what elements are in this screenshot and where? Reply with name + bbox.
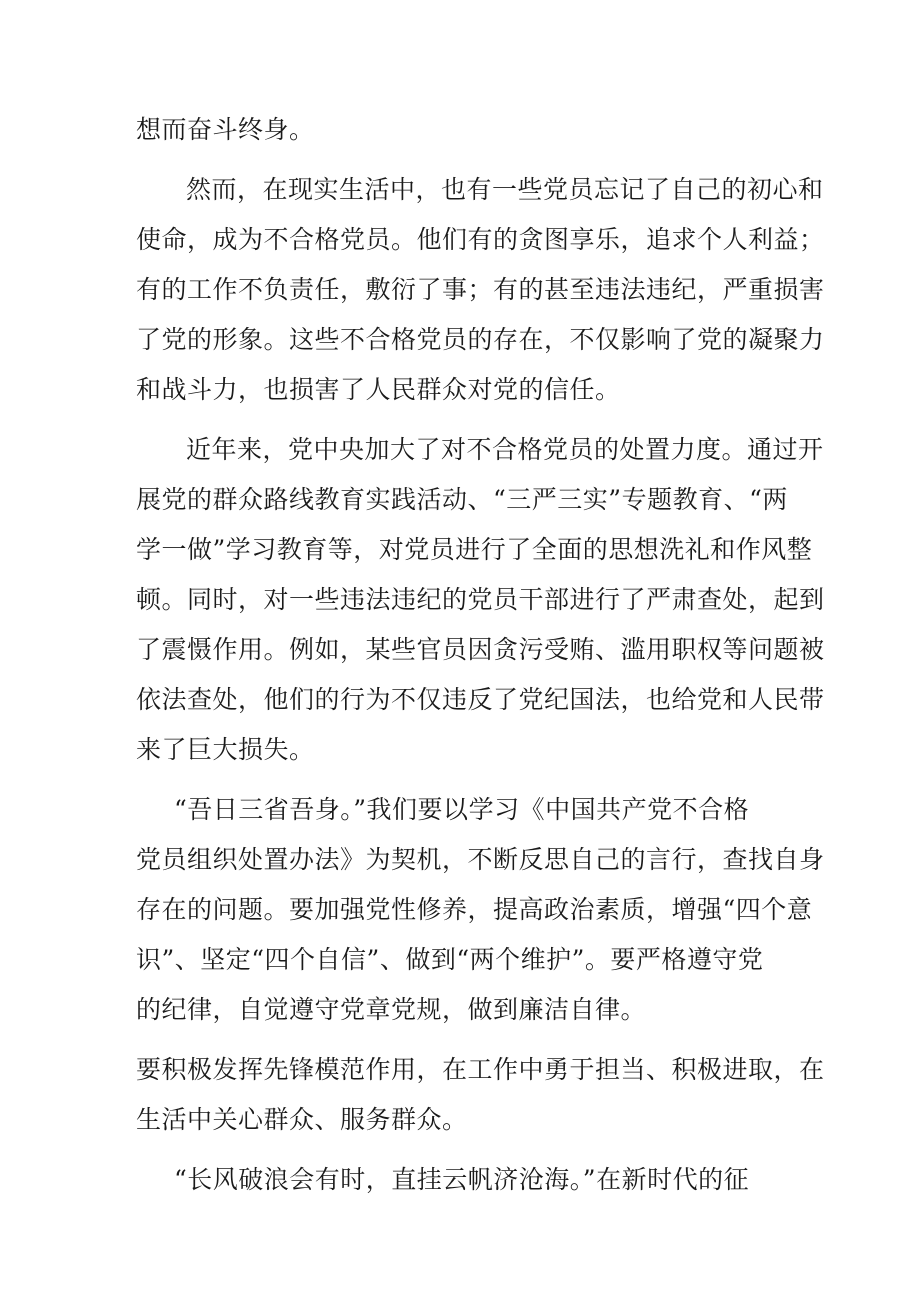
text-line: 有的工作不负责任，敷衍了事；有的甚至违法违纪，严重损害 bbox=[136, 275, 825, 304]
text-line: 展党的群众路线教育实践活动、“三严三实”专题教育、“两 bbox=[136, 485, 788, 514]
text-line: 要积极发挥先锋模范作用，在工作中勇于担当、积极进取，在 bbox=[136, 1055, 825, 1084]
text-line: “吾日三省吾身。”我们要以学习《中国共产党不合格 bbox=[174, 795, 750, 824]
text-line: 党员组织处置办法》为契机，不断反思自己的言行，查找自身 bbox=[136, 845, 825, 874]
text-line: 了党的形象。这些不合格党员的存在，不仅影响了党的凝聚力 bbox=[136, 325, 825, 354]
text-line: 了震慑作用。例如，某些官员因贪污受贿、滥用职权等问题被 bbox=[136, 635, 825, 664]
text-line: 然而，在现实生活中，也有一些党员忘记了自己的初心和 bbox=[186, 175, 824, 204]
text-line: 依法查处，他们的行为不仅违反了党纪国法，也给党和人民带 bbox=[136, 685, 825, 714]
text-line: 和战斗力，也损害了人民群众对党的信任。 bbox=[136, 375, 621, 404]
text-line: 存在的问题。要加强党性修养，提高政治素质，增强“四个意 bbox=[136, 895, 813, 924]
text-line: 的纪律，自觉遵守党章党规，做到廉洁自律。 bbox=[136, 995, 647, 1024]
text-line: 识”、坚定“四个自信”、做到“两个维护”。要严格遵守党 bbox=[136, 945, 764, 974]
text-line: 使命，成为不合格党员。他们有的贪图享乐，追求个人利益； bbox=[136, 225, 825, 254]
text-line: “长风破浪会有时，直挂云帆济沧海。”在新时代的征 bbox=[174, 1165, 750, 1194]
text-line: 想而奋斗终身。 bbox=[136, 115, 315, 144]
text-line: 近年来，党中央加大了对不合格党员的处置力度。通过开 bbox=[186, 435, 824, 464]
text-line: 来了巨大损失。 bbox=[136, 735, 315, 764]
text-line: 生活中关心群众、服务群众。 bbox=[136, 1105, 468, 1134]
text-line: 学一做”学习教育等，对党员进行了全面的思想洗礼和作风整 bbox=[136, 535, 813, 564]
text-line: 顿。同时，对一些违法违纪的党员干部进行了严肃查处，起到 bbox=[136, 585, 825, 614]
